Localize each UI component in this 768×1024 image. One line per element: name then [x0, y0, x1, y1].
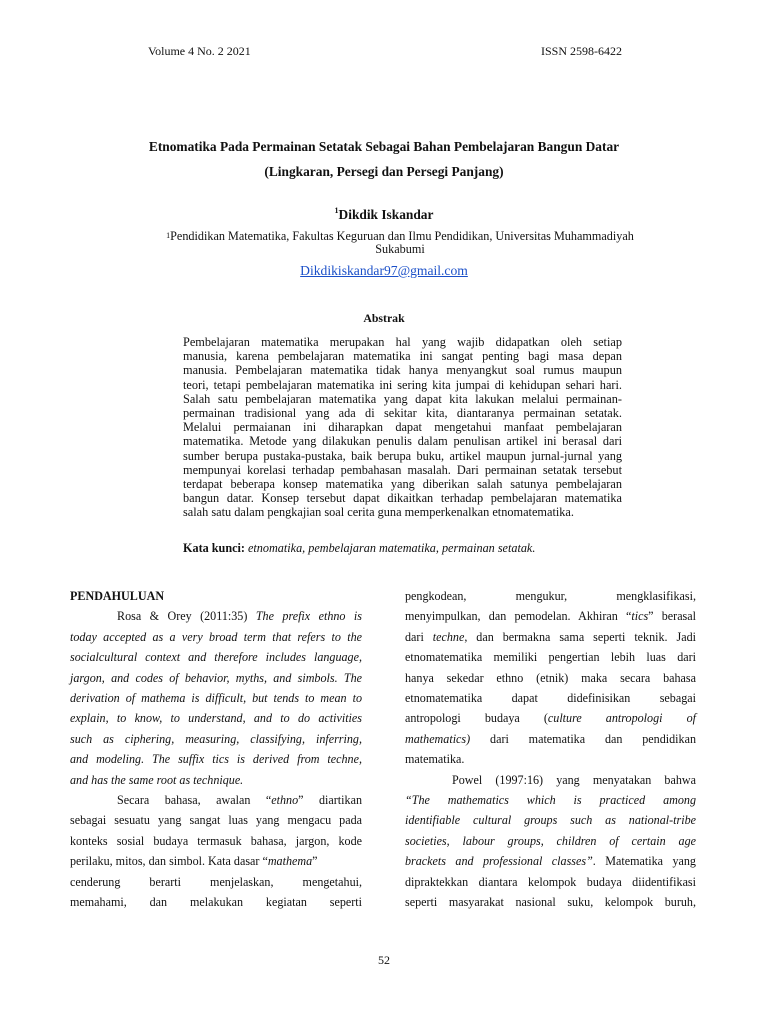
abstract-line: Pembelajaran matematika merupakan hal yang wajib didapatkan oleh setiap — [183, 335, 622, 349]
body-column-left — [70, 586, 362, 913]
quote-line: jargon, and codes of behavior, myths, and simbols. The — [70, 670, 362, 685]
body-column-right — [405, 586, 696, 913]
body-line: Powel (1997:16) yang menyatakan bahwa — [452, 772, 696, 787]
body-line: konteks sosial budaya termasuk bahasa, jargon, kode — [70, 833, 362, 848]
body-line: seperti masyarakat nasional suku, kelompok buruh, — [405, 895, 696, 910]
term-tics: tics — [631, 609, 649, 624]
section-heading: PENDAHULUAN — [70, 589, 165, 603]
author-affiliation — [150, 230, 650, 256]
body-line: etnomatematika memiliki pengertian lebih luas dari — [405, 650, 696, 665]
keywords-list: etnomatika, pembelajaran matematika, permainan setatak. — [244, 541, 536, 555]
body-line — [405, 729, 696, 749]
abstract-line: terdapat beberapa konsep matematika yang diberikan salah satunya pembelajaran — [183, 477, 622, 492]
body-text: menyimpulkan, dan pemodelan. Akhiran “ — [405, 609, 632, 624]
body-line: pengkodean, mengukur, mengklasifikasi, — [405, 589, 696, 603]
body-text: ” — [312, 854, 318, 869]
author-name-text: Dikdik Iskandar — [338, 207, 434, 222]
abstract-body — [183, 335, 622, 520]
citation: Rosa & Orey (2011:35) — [117, 609, 256, 624]
quote-line: identifiable cultural groups such as national-tribe — [405, 813, 696, 828]
quote-line: and has the same root as technique. — [70, 772, 244, 787]
quote-line: today accepted as a very broad term that refers to the — [70, 629, 362, 644]
abstract-line: manusia, karena pembelajaran matematika ini sangat penting bagi masa depan — [183, 349, 622, 364]
quote-line: derivation of mathema is difficult, but tends to mean to — [70, 691, 362, 706]
body-line — [405, 627, 696, 647]
term-ethno: ethno — [271, 793, 299, 808]
paper-title-line-2: (Lingkaran, Persegi dan Persegi Panjang) — [264, 164, 504, 179]
body-text: . Matematika yang — [592, 854, 696, 869]
term-mathema: mathema — [267, 854, 313, 869]
abstract-line: Salah satu pembelajaran matematika yang dapat kita lakukan melalui permainan- — [183, 391, 622, 406]
body-line: matematika. — [405, 752, 465, 767]
body-line: sebagai sesuatu yang sangat luas yang mengacu pada — [70, 813, 362, 828]
body-line: dipraktekkan diantara kelompok budaya diidentifikasi — [405, 874, 696, 889]
body-line: memahami, dan melakukan kegiatan seperti — [70, 895, 362, 910]
body-text: Secara bahasa, awalan “ — [117, 793, 272, 808]
body-line — [70, 851, 362, 871]
quote-line: such as ciphering, measuring, classifying, inferring, — [70, 731, 362, 746]
body-line: cenderung berarti menjelaskan, mengetahui, — [70, 874, 362, 889]
journal-issn: ISSN 2598-6422 — [541, 44, 623, 58]
abstract-line: salah satu dalam pengkajian soal cerita guna memperkenalkan etnomatematika. — [183, 505, 574, 520]
body-line — [70, 790, 362, 810]
abstract-line: Melalui permaianan ini diharapkan dapat mengetahui manfaat pembelajaran — [183, 420, 622, 435]
abstract-line: permainan tradisional yang ada di sekitar kita, diantaranya permainan setatak. — [183, 406, 622, 421]
term-culture-antropologi: culture antropologi of — [547, 711, 696, 726]
quote-line: societies, labour groups, children of certain age — [405, 833, 696, 848]
affiliation-line-2: Sukabumi — [375, 242, 425, 256]
quote-text: brackets and professional classes” — [405, 854, 593, 869]
quote-line: “The mathematics which is practiced among — [405, 793, 696, 808]
quote-line: explain, to know, to understand, and to do activities — [70, 711, 362, 726]
body-line — [405, 606, 696, 626]
abstract-line: sumber berupa pustaka-pustaka, baik berupa buku, artikel maupun jurnal-jurnal yang — [183, 448, 622, 463]
body-line: etnomatematika dapat didefinisikan sebagai — [405, 691, 696, 706]
abstract-line: matematika. Metode yang dilakukan penulis dalam penulisan artikel ini berasal dari — [183, 434, 622, 449]
body-text: ” berasal — [648, 609, 696, 624]
body-text: dari matematika dan pendidikan — [470, 731, 696, 746]
body-line — [70, 606, 362, 626]
body-text: ” diartikan — [298, 793, 362, 808]
body-line — [405, 708, 696, 728]
keywords — [183, 541, 623, 556]
affiliation-superscript: 1 — [166, 231, 171, 240]
abstract-line: manusia. Pembelajaran matematika tidak hanya menyangkut soal rumus maupun — [183, 363, 622, 378]
body-text: dari — [405, 629, 433, 644]
abstract-heading: Abstrak — [363, 311, 405, 325]
quote-line: socialcultural context and therefore includes language, — [70, 650, 362, 665]
body-text: , dan bermakna sama seperti teknik. Jadi — [464, 629, 697, 644]
term-mathematics: mathematics) — [405, 731, 471, 746]
author-name — [0, 207, 768, 223]
abstract-line: bangun datar. Konsep tersebut dapat dikaitkan terhadap pembelajaran matematika — [183, 491, 622, 506]
journal-volume: Volume 4 No. 2 2021 — [148, 44, 251, 58]
term-techne: techne — [432, 629, 465, 644]
body-line — [405, 851, 696, 871]
body-text: antropologi budaya ( — [405, 711, 548, 726]
quote-text: The prefix ethno is — [255, 609, 362, 624]
body-text: perilaku, mitos, dan simbol. Kata dasar “ — [70, 854, 268, 869]
page-number: 52 — [378, 953, 390, 967]
author-superscript: 1 — [334, 206, 339, 215]
author-email-link[interactable]: Dikdikiskandar97@gmail.com — [300, 263, 468, 278]
keywords-label: Kata kunci: — [183, 541, 245, 555]
affiliation-line-1: Pendidikan Matematika, Fakultas Keguruan dan Ilmu Pendidikan, Universitas Muhammadiyah — [170, 229, 634, 243]
quote-line: and modeling. The suffix tics is derived from techne, — [70, 752, 362, 767]
paper-title-line-1: Etnomatika Pada Permainan Setatak Sebagai Bahan Pembelajaran Bangun Datar — [148, 139, 620, 154]
abstract-line: teori, tetapi pembelajaran matematika ini sering kita jumpai di kehidupan sehari hari. — [183, 377, 622, 392]
abstract-line: mempunyai korelasi terhadap pembahasan masalah. Dari permainan setatak tersebut — [183, 462, 622, 477]
body-line: hanya sekedar ethno (etnik) maka secara bahasa — [405, 670, 696, 685]
